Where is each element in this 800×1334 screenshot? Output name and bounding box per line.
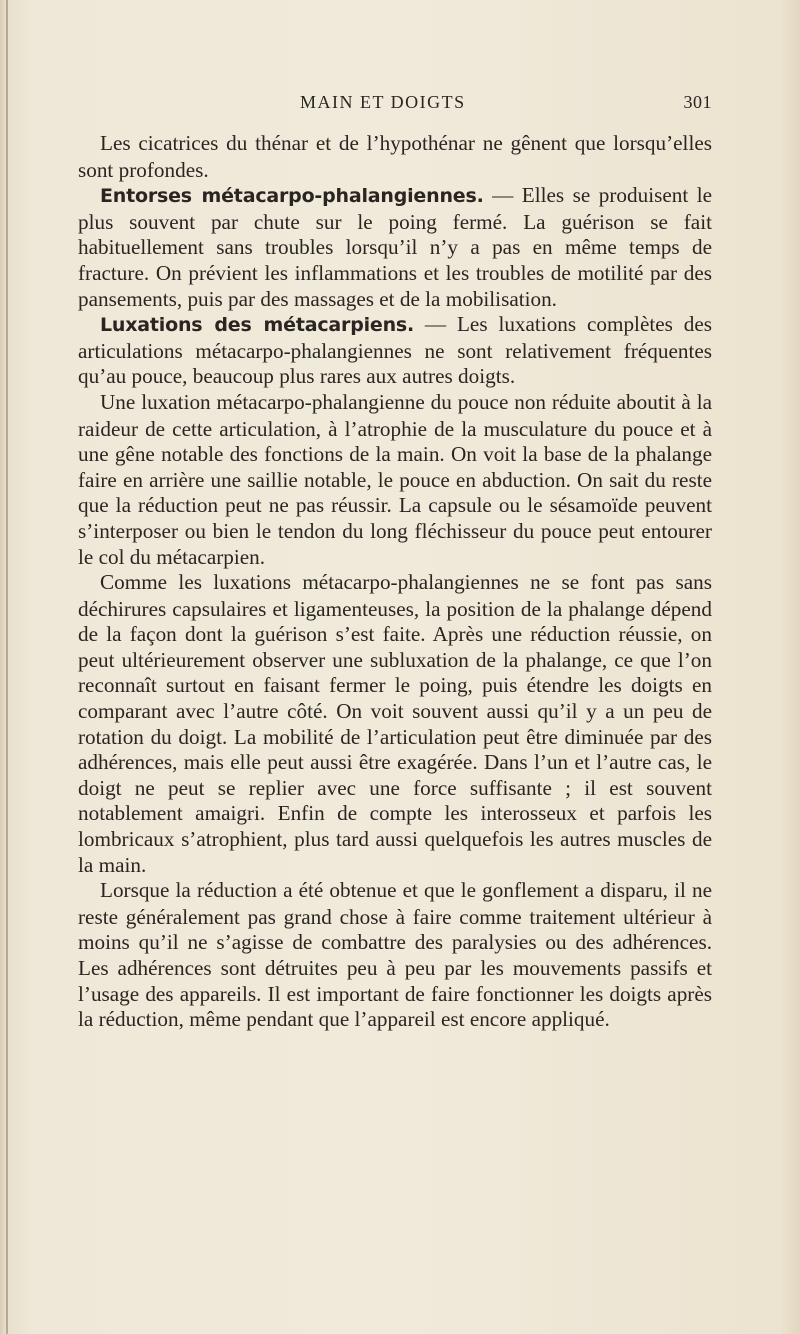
section-heading-entorses: Entorses métacarpo-phalangiennes. [100, 185, 484, 208]
page-number: 301 [683, 92, 712, 112]
body-text [78, 131, 712, 1033]
paragraph [78, 312, 712, 390]
page-header [78, 92, 712, 122]
paragraph [78, 131, 712, 183]
paragraph [78, 570, 712, 878]
paragraph-text: Comme les luxations métacarpo-phalangiennes ne se font pas sans déchirures capsulaires et ligamenteuses, la position de la phalange dépend de la façon dont la guérison s’est faite. Après une réduction réussie, on peut ultérieurement observer une subluxation de la phalange, ce que l’on reconnaît surtout en faisant fermer le poing, puis étendre les doigts en comparant avec l’autre côté. On voit souvent aussi qu’il y a un peu de rotation du doigt. La mobilité de l’articulation peut être diminuée par des adhérences, mais elle peut aussi être exagérée. Dans l’un et l’autre cas, le doigt ne peut se replier avec une force suffisante ; il est souvent notablement amaigri. Enfin de compte les interosseux et parfois les lombricaux s’atrophient, plus tard aussi quelquefois les autres muscles de la main. [78, 570, 712, 877]
paragraph [78, 183, 712, 312]
paragraph-text: Les cicatrices du thénar et de l’hypothénar ne gênent que lorsqu’elles sont profondes. [78, 131, 712, 182]
section-heading-luxations: Luxations des métacarpiens. [100, 314, 415, 337]
paragraph-text: — Les luxations complètes des articulations métacarpo-phalangiennes ne sont relativement fréquentes qu’au pouce, beaucoup plus rares aux autres doigts. [78, 312, 712, 389]
paragraph-text: Lorsque la réduction a été obtenue et que le gonflement a disparu, il ne reste généralement pas grand chose à faire comme traitement ultérieur à moins qu’il ne s’agisse de combattre des paralysies ou des adhérences. Les adhérences sont détruites peu à peu par les mouvements passifs et l’usage des appareils. Il est important de faire fonctionner les doigts après la réduction, même pendant que l’appareil est encore appliqué. [78, 878, 712, 1032]
paragraph-text: — Elles se produisent le plus souvent par chute sur le poing fermé. La guérison se fait habituellement sans troubles lorsqu’il n’y a pas en même temps de fracture. On prévient les inflammations et les troubles de motilité par des pansements, puis par des massages et de la mobilisation. [78, 183, 712, 311]
paragraph-text: Une luxation métacarpo-phalangienne du pouce non réduite aboutit à la raideur de cette articulation, à l’atrophie de la musculature du pouce et à une gêne notable des fonctions de la main. On voit la base de la phalange faire en arrière une saillie notable, le pouce en abduction. On sait du reste que la réduction peut ne pas réussir. La capsule ou le sésamoïde peuvent s’interposer ou bien le tendon du long fléchisseur du pouce peut entourer le col du métacarpien. [78, 389, 712, 569]
paragraph [78, 878, 712, 1033]
running-title: MAIN ET DOIGTS [300, 92, 466, 112]
paragraph [78, 390, 712, 570]
